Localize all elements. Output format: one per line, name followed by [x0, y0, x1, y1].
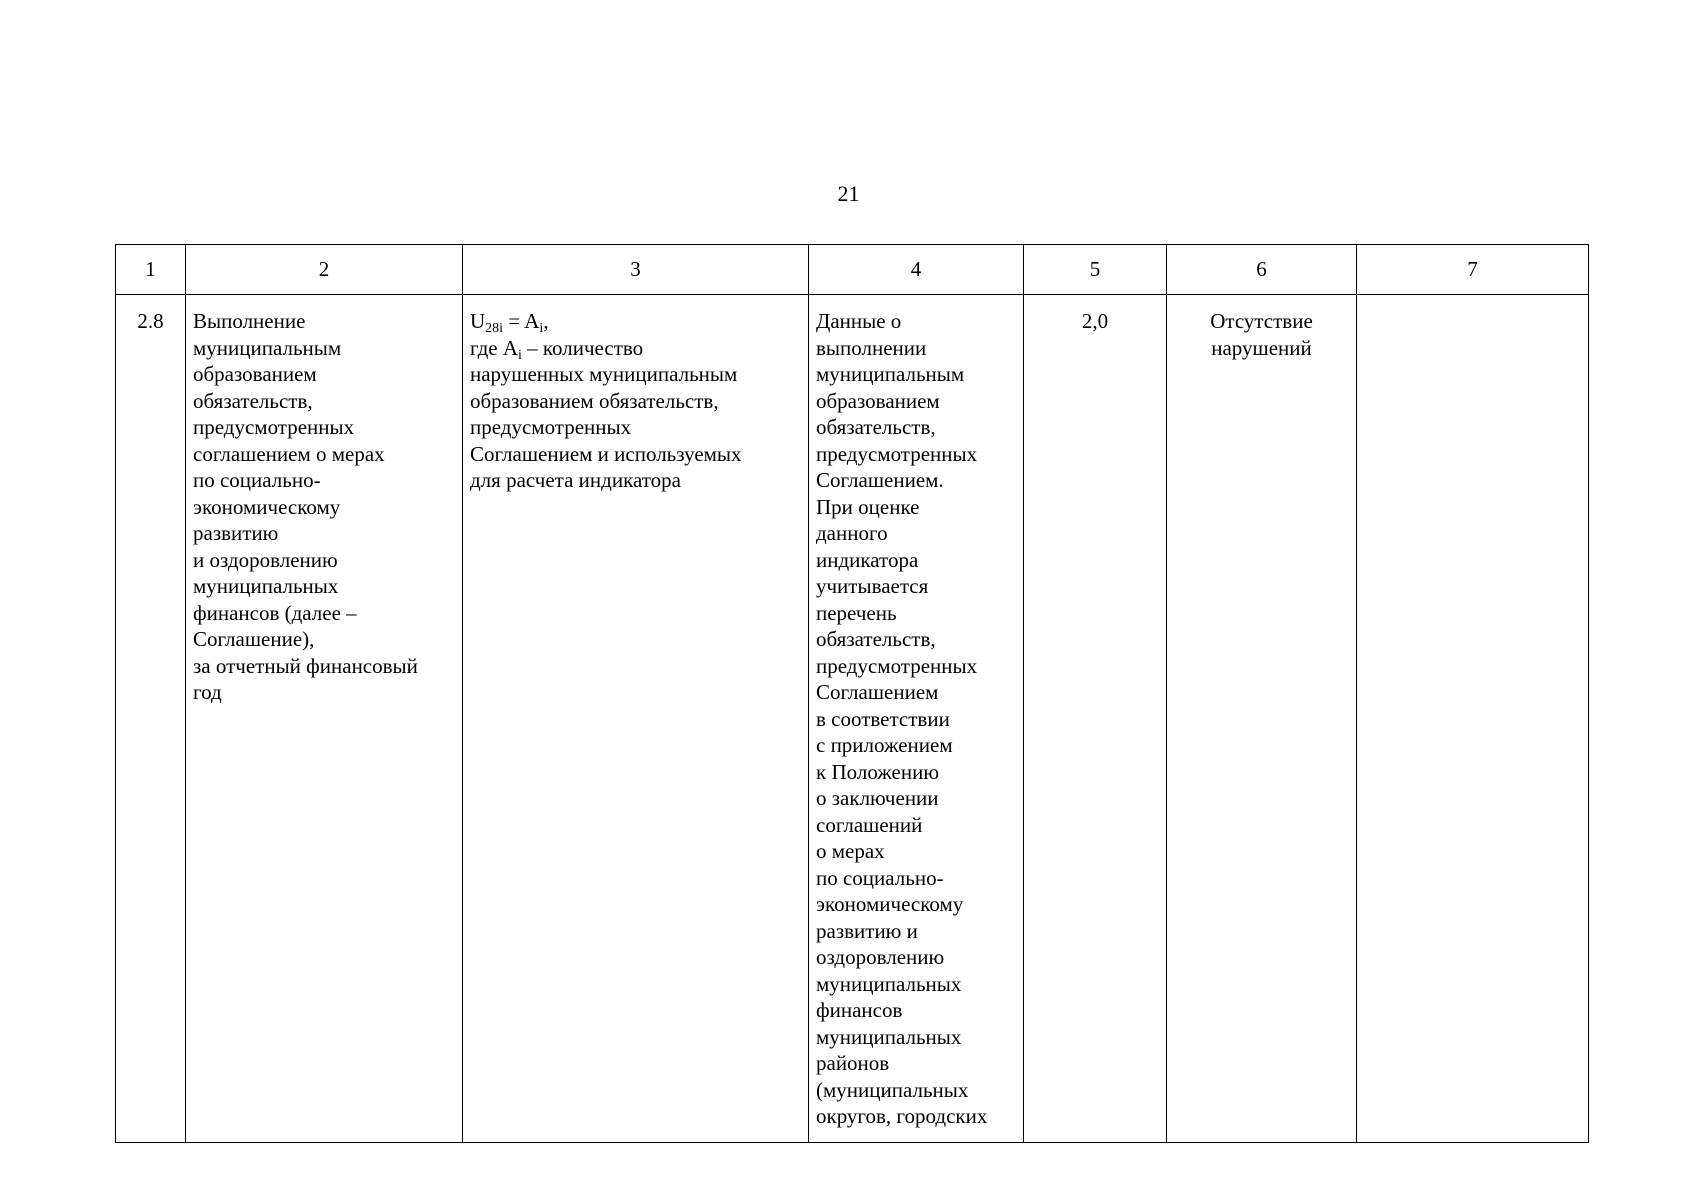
formula-line	[470, 308, 804, 335]
indicator-name-line: образованием	[193, 362, 317, 386]
criterion-cell	[1167, 295, 1357, 1143]
data-source-line: муниципальных	[816, 971, 962, 996]
empty-cell	[1357, 295, 1589, 1143]
indicator-name-line: по социально-	[193, 468, 321, 492]
page-number: 21	[837, 181, 860, 206]
row-number: 2.8	[116, 295, 186, 1143]
header-col-1: 1	[116, 245, 186, 295]
where-pre: где A	[470, 335, 518, 360]
indicator-name-line: финансов (далее –	[193, 600, 357, 625]
indicator-name-cell	[186, 295, 463, 1143]
where-post: – количество	[521, 335, 644, 360]
criterion-line: нарушений	[1211, 335, 1312, 360]
header-col-3: 3	[463, 245, 809, 295]
indicator-name-line: год	[193, 680, 222, 704]
table-row	[116, 295, 1589, 1143]
data-source-line: муниципальным	[816, 362, 965, 386]
data-source-line: по социально-	[816, 865, 944, 890]
data-source-line: округов, городских	[816, 1104, 988, 1128]
formula-eq: = A	[503, 309, 540, 333]
data-source-line: Данные о	[816, 309, 902, 333]
data-source-line: перечень	[816, 600, 897, 625]
data-source-line: данного	[816, 521, 888, 545]
data-source-line: При оценке	[816, 494, 920, 519]
data-source-line: Соглашением	[816, 680, 939, 704]
header-col-7: 7	[1357, 245, 1589, 295]
indicator-name-line: за отчетный финансовый	[193, 653, 418, 678]
formula-text-line: Соглашением и используемых	[470, 441, 742, 466]
indicator-name-line: обязательств,	[193, 388, 313, 413]
data-source-line: районов	[816, 1051, 890, 1075]
data-source-line: индикатора	[816, 547, 919, 572]
formula-cell	[463, 295, 809, 1143]
header-col-2: 2	[186, 245, 463, 295]
data-source-line: Соглашением.	[816, 468, 944, 492]
data-source-line: экономическому	[816, 892, 964, 916]
criterion-line: Отсутствие	[1210, 309, 1313, 333]
header-row	[116, 245, 1589, 295]
data-source-cell	[809, 295, 1024, 1143]
data-source-line: обязательств,	[816, 627, 936, 651]
data-source-line: предусмотренных	[816, 441, 978, 466]
indicator-name-line: экономическому	[193, 494, 341, 519]
data-source-line: соглашений	[816, 812, 923, 837]
header-col-4: 4	[809, 245, 1024, 295]
indicator-name-line: и оздоровлению	[193, 547, 338, 572]
formula-a-subscript: i	[539, 321, 544, 336]
data-source-line: в соответствии	[816, 706, 950, 731]
data-source-line: муниципальных	[816, 1024, 962, 1049]
data-source-line: оздоровлению	[816, 945, 945, 969]
formula-text-line: образованием обязательств,	[470, 388, 719, 413]
data-source-line: учитывается	[816, 574, 929, 598]
data-source-line: (муниципальных	[816, 1077, 969, 1102]
indicator-table	[115, 244, 1589, 1143]
where-subscript: i	[518, 347, 522, 363]
header-col-5: 5	[1024, 245, 1167, 295]
data-source-line: выполнении	[816, 335, 927, 360]
formula-text-line: для расчета индикатора	[470, 468, 681, 492]
formula-u-subscript: 28i	[485, 321, 504, 336]
data-source-line: о мерах	[816, 839, 885, 863]
data-source-line: развитию и	[816, 918, 918, 943]
indicator-name-line: предусмотренных	[193, 415, 355, 439]
header-col-6: 6	[1167, 245, 1357, 295]
formula-text-line: предусмотренных	[470, 415, 632, 439]
data-source-line: обязательств,	[816, 415, 936, 439]
data-source-line: с приложением	[816, 733, 953, 757]
indicator-name-line: Выполнение	[193, 309, 306, 333]
data-source-line: к Положению	[816, 759, 940, 784]
formula-where-line	[470, 335, 804, 362]
indicator-name-line: муниципальных	[193, 574, 339, 598]
formula-text-line: нарушенных муниципальным	[470, 362, 738, 386]
data-source-line: финансов	[816, 998, 903, 1022]
formula-u: U	[470, 309, 486, 333]
indicator-name-line: Соглашение),	[193, 627, 315, 651]
weight-cell: 2,0	[1024, 295, 1167, 1143]
data-source-line: образованием	[816, 388, 940, 413]
indicator-name-line: муниципальным	[193, 335, 342, 360]
formula-end: ,	[543, 309, 549, 333]
indicator-name-line: соглашением о мерах	[193, 441, 385, 466]
data-source-line: о заключении	[816, 786, 939, 810]
data-source-line: предусмотренных	[816, 653, 978, 678]
indicator-name-line: развитию	[193, 521, 279, 545]
